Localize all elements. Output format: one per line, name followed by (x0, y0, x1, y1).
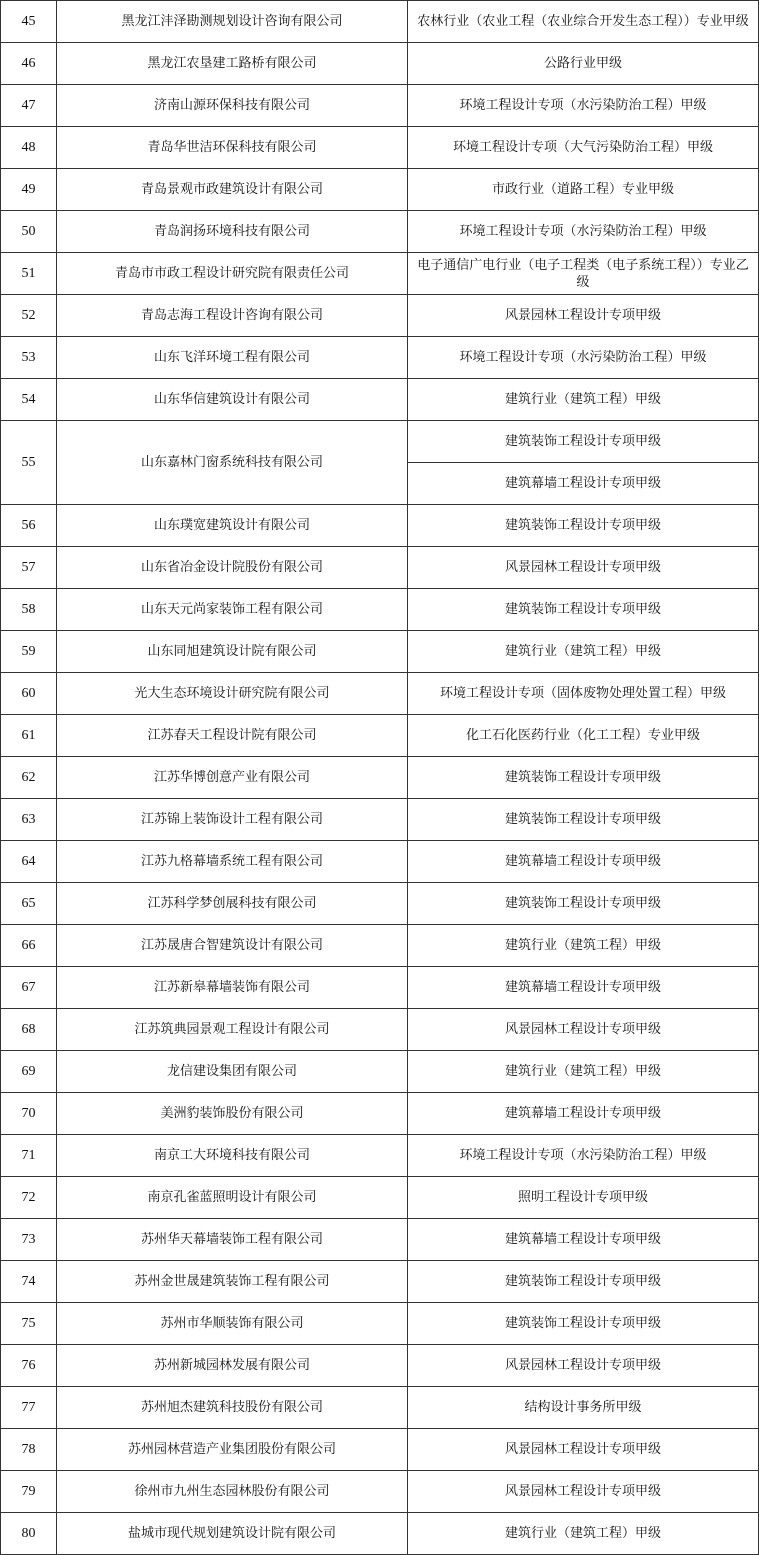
qualification-grade: 风景园林工程设计专项甲级 (408, 1471, 759, 1513)
company-name: 光大生态环境设计研究院有限公司 (57, 673, 408, 715)
table-row (1, 1093, 759, 1135)
qualification-grade: 建筑装饰工程设计专项甲级 (408, 589, 759, 631)
row-number: 55 (1, 421, 57, 505)
qualification-grade: 电子通信广电行业（电子工程类（电子系统工程））专业乙级 (408, 253, 759, 295)
row-number: 62 (1, 757, 57, 799)
row-number: 57 (1, 547, 57, 589)
table-row (1, 883, 759, 925)
table-row (1, 337, 759, 379)
row-number: 60 (1, 673, 57, 715)
row-number: 53 (1, 337, 57, 379)
company-name: 青岛市市政工程设计研究院有限责任公司 (57, 253, 408, 295)
company-name: 江苏华博创意产业有限公司 (57, 757, 408, 799)
table-row (1, 295, 759, 337)
table-row (1, 967, 759, 1009)
table-row (1, 1513, 759, 1555)
company-name: 青岛志海工程设计咨询有限公司 (57, 295, 408, 337)
row-number: 77 (1, 1387, 57, 1429)
company-name: 苏州市华顺装饰有限公司 (57, 1303, 408, 1345)
qualification-grade: 风景园林工程设计专项甲级 (408, 547, 759, 589)
company-name: 江苏新皋幕墙装饰有限公司 (57, 967, 408, 1009)
company-name: 山东同旭建筑设计院有限公司 (57, 631, 408, 673)
qualification-grade: 照明工程设计专项甲级 (408, 1177, 759, 1219)
row-number: 50 (1, 211, 57, 253)
company-name: 山东天元尚家装饰工程有限公司 (57, 589, 408, 631)
table-row (1, 841, 759, 883)
company-name: 青岛润扬环境科技有限公司 (57, 211, 408, 253)
qualification-grade: 建筑幕墙工程设计专项甲级 (408, 841, 759, 883)
qualification-grade: 环境工程设计专项（水污染防治工程）甲级 (408, 85, 759, 127)
row-number: 47 (1, 85, 57, 127)
table-row (1, 169, 759, 211)
company-name: 南京孔雀蓝照明设计有限公司 (57, 1177, 408, 1219)
table-row (1, 1387, 759, 1429)
qualification-grade: 建筑行业（建筑工程）甲级 (408, 1051, 759, 1093)
qualification-grade: 建筑装饰工程设计专项甲级 (408, 421, 759, 463)
company-name: 青岛景观市政建筑设计有限公司 (57, 169, 408, 211)
company-name: 苏州金世晟建筑装饰工程有限公司 (57, 1261, 408, 1303)
table-row (1, 589, 759, 631)
qualification-grade: 环境工程设计专项（水污染防治工程）甲级 (408, 337, 759, 379)
table-row (1, 421, 759, 463)
table-row (1, 1471, 759, 1513)
qualification-grade: 建筑装饰工程设计专项甲级 (408, 1261, 759, 1303)
row-number: 78 (1, 1429, 57, 1471)
company-name: 苏州园林营造产业集团股份有限公司 (57, 1429, 408, 1471)
qualification-grade: 建筑装饰工程设计专项甲级 (408, 883, 759, 925)
table-row (1, 1345, 759, 1387)
company-name: 苏州旭杰建筑科技股份有限公司 (57, 1387, 408, 1429)
row-number: 48 (1, 127, 57, 169)
company-name: 南京工大环境科技有限公司 (57, 1135, 408, 1177)
qualification-grade: 建筑行业（建筑工程）甲级 (408, 925, 759, 967)
row-number: 74 (1, 1261, 57, 1303)
table-row (1, 547, 759, 589)
row-number: 70 (1, 1093, 57, 1135)
row-number: 52 (1, 295, 57, 337)
table-row (1, 1, 759, 43)
row-number: 79 (1, 1471, 57, 1513)
table-row (1, 1135, 759, 1177)
row-number: 64 (1, 841, 57, 883)
qualification-grade: 环境工程设计专项（大气污染防治工程）甲级 (408, 127, 759, 169)
row-number: 54 (1, 379, 57, 421)
table-row (1, 211, 759, 253)
company-name: 江苏锦上装饰设计工程有限公司 (57, 799, 408, 841)
row-number: 66 (1, 925, 57, 967)
row-number: 68 (1, 1009, 57, 1051)
company-name: 龙信建设集团有限公司 (57, 1051, 408, 1093)
row-number: 59 (1, 631, 57, 673)
row-number: 73 (1, 1219, 57, 1261)
company-name: 山东飞洋环境工程有限公司 (57, 337, 408, 379)
row-number: 51 (1, 253, 57, 295)
company-name: 盐城市现代规划建筑设计院有限公司 (57, 1513, 408, 1555)
table-row (1, 673, 759, 715)
table-row (1, 799, 759, 841)
qualification-grade: 化工石化医药行业（化工工程）专业甲级 (408, 715, 759, 757)
company-name: 黑龙江沣泽勘测规划设计咨询有限公司 (57, 1, 408, 43)
table-row (1, 1429, 759, 1471)
qualification-grade: 建筑幕墙工程设计专项甲级 (408, 1093, 759, 1135)
company-name: 苏州新城园林发展有限公司 (57, 1345, 408, 1387)
qualification-grade: 农林行业（农业工程（农业综合开发生态工程））专业甲级 (408, 1, 759, 43)
row-number: 71 (1, 1135, 57, 1177)
qualification-grade: 建筑幕墙工程设计专项甲级 (408, 967, 759, 1009)
qualification-grade: 环境工程设计专项（水污染防治工程）甲级 (408, 211, 759, 253)
row-number: 45 (1, 1, 57, 43)
table-body (1, 1, 759, 1555)
row-number: 46 (1, 43, 57, 85)
company-name: 江苏筑典园景观工程设计有限公司 (57, 1009, 408, 1051)
company-name: 山东嘉林门窗系统科技有限公司 (57, 421, 408, 505)
table-row (1, 1051, 759, 1093)
row-number: 61 (1, 715, 57, 757)
qualification-grade: 建筑幕墙工程设计专项甲级 (408, 463, 759, 505)
row-number: 49 (1, 169, 57, 211)
company-name: 苏州华天幕墙装饰工程有限公司 (57, 1219, 408, 1261)
company-name: 济南山源环保科技有限公司 (57, 85, 408, 127)
row-number: 72 (1, 1177, 57, 1219)
table-row (1, 85, 759, 127)
qualification-grade: 风景园林工程设计专项甲级 (408, 295, 759, 337)
table-row (1, 1219, 759, 1261)
qualification-grade: 公路行业甲级 (408, 43, 759, 85)
qualification-grade: 环境工程设计专项（固体废物处理处置工程）甲级 (408, 673, 759, 715)
company-name: 江苏春天工程设计院有限公司 (57, 715, 408, 757)
table-row (1, 127, 759, 169)
qualification-grade: 建筑装饰工程设计专项甲级 (408, 1303, 759, 1345)
company-name: 江苏晟唐合智建筑设计有限公司 (57, 925, 408, 967)
table-row (1, 757, 759, 799)
table-row (1, 925, 759, 967)
qualification-grade: 建筑装饰工程设计专项甲级 (408, 799, 759, 841)
qualification-grade: 结构设计事务所甲级 (408, 1387, 759, 1429)
company-name: 徐州市九州生态园林股份有限公司 (57, 1471, 408, 1513)
qualification-grade: 风景园林工程设计专项甲级 (408, 1345, 759, 1387)
qualification-grade: 建筑行业（建筑工程）甲级 (408, 1513, 759, 1555)
qualification-grade: 市政行业（道路工程）专业甲级 (408, 169, 759, 211)
qualification-grade: 建筑装饰工程设计专项甲级 (408, 505, 759, 547)
company-name: 山东华信建筑设计有限公司 (57, 379, 408, 421)
qualification-grade: 建筑行业（建筑工程）甲级 (408, 379, 759, 421)
row-number: 56 (1, 505, 57, 547)
row-number: 75 (1, 1303, 57, 1345)
table-row (1, 1303, 759, 1345)
row-number: 67 (1, 967, 57, 1009)
row-number: 69 (1, 1051, 57, 1093)
qualification-grade: 建筑装饰工程设计专项甲级 (408, 757, 759, 799)
row-number: 65 (1, 883, 57, 925)
table-row (1, 379, 759, 421)
qualification-grade: 环境工程设计专项（水污染防治工程）甲级 (408, 1135, 759, 1177)
row-number: 80 (1, 1513, 57, 1555)
row-number: 63 (1, 799, 57, 841)
qualification-grade: 风景园林工程设计专项甲级 (408, 1429, 759, 1471)
qualification-grade: 建筑行业（建筑工程）甲级 (408, 631, 759, 673)
qualification-grade: 建筑幕墙工程设计专项甲级 (408, 1219, 759, 1261)
company-name: 山东璞宽建筑设计有限公司 (57, 505, 408, 547)
company-name: 江苏科学梦创展科技有限公司 (57, 883, 408, 925)
row-number: 76 (1, 1345, 57, 1387)
table-row (1, 253, 759, 295)
table-row (1, 1177, 759, 1219)
table-row (1, 505, 759, 547)
company-name: 江苏九格幕墙系统工程有限公司 (57, 841, 408, 883)
row-number: 58 (1, 589, 57, 631)
table-row (1, 1261, 759, 1303)
table-row (1, 43, 759, 85)
table-row (1, 715, 759, 757)
table-row (1, 631, 759, 673)
company-name: 黑龙江农垦建工路桥有限公司 (57, 43, 408, 85)
company-name: 青岛华世洁环保科技有限公司 (57, 127, 408, 169)
company-name: 美洲豹装饰股份有限公司 (57, 1093, 408, 1135)
table-row (1, 1009, 759, 1051)
company-name: 山东省冶金设计院股份有限公司 (57, 547, 408, 589)
qualification-grade: 风景园林工程设计专项甲级 (408, 1009, 759, 1051)
